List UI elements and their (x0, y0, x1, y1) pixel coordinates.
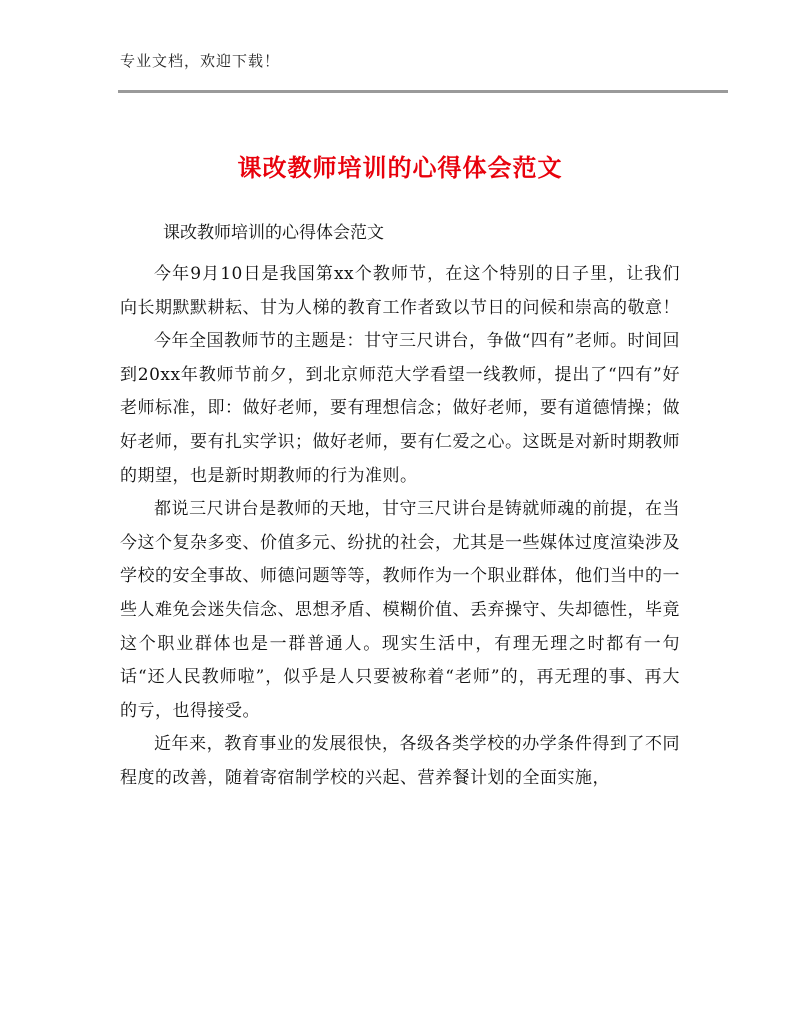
paragraph: 今年全国教师节的主题是：甘守三尺讲台，争做“四有”老师。时间回到20xx年教师节前夕，到北京师范大学看望一线教师，提出了“四有”好老师标准，即：做好老师，要有理想信念；做好老师，要有道德情操；做好老师，要有扎实学识；做好老师，要有仁爱之心。这既是对新时期教师的期望，也是新时期教师的行为准则。 (120, 331, 680, 486)
paragraph: 今年9月10日是我国第xx个教师节，在这个特别的日子里，让我们向长期默默耕耘、甘为人梯的教育工作者致以节日的问候和崇高的敬意！ (120, 264, 680, 318)
paragraph: 近年来，教育事业的发展很快，各级各类学校的办学条件得到了不同程度的改善，随着寄宿制学校的兴起、营养餐计划的全面实施， (120, 734, 680, 788)
header-divider (118, 90, 728, 93)
header-text: 专业文档，欢迎下载！ (120, 52, 281, 70)
document-subtitle: 课改教师培训的心得体会范文 (163, 223, 384, 243)
document-body (120, 258, 680, 796)
paragraph: 都说三尺讲台是教师的天地，甘守三尺讲台是铸就师魂的前提，在当今这个复杂多变、价值多元、纷扰的社会，尤其是一些媒体过度渲染涉及学校的安全事故、师德问题等等，教师作为一个职业群体，他们当中的一些人难免会迷失信念、思想矛盾、模糊价值、丢弃操守、失却德性，毕竟这个职业群体也是一群普通人。现实生活中，有理无理之时都有一句话“还人民教师啦”，似乎是人只要被称着“老师”的，再无理的事、再大的亏，也得接受。 (120, 499, 680, 721)
document-title: 课改教师培训的心得体会范文 (237, 154, 563, 182)
